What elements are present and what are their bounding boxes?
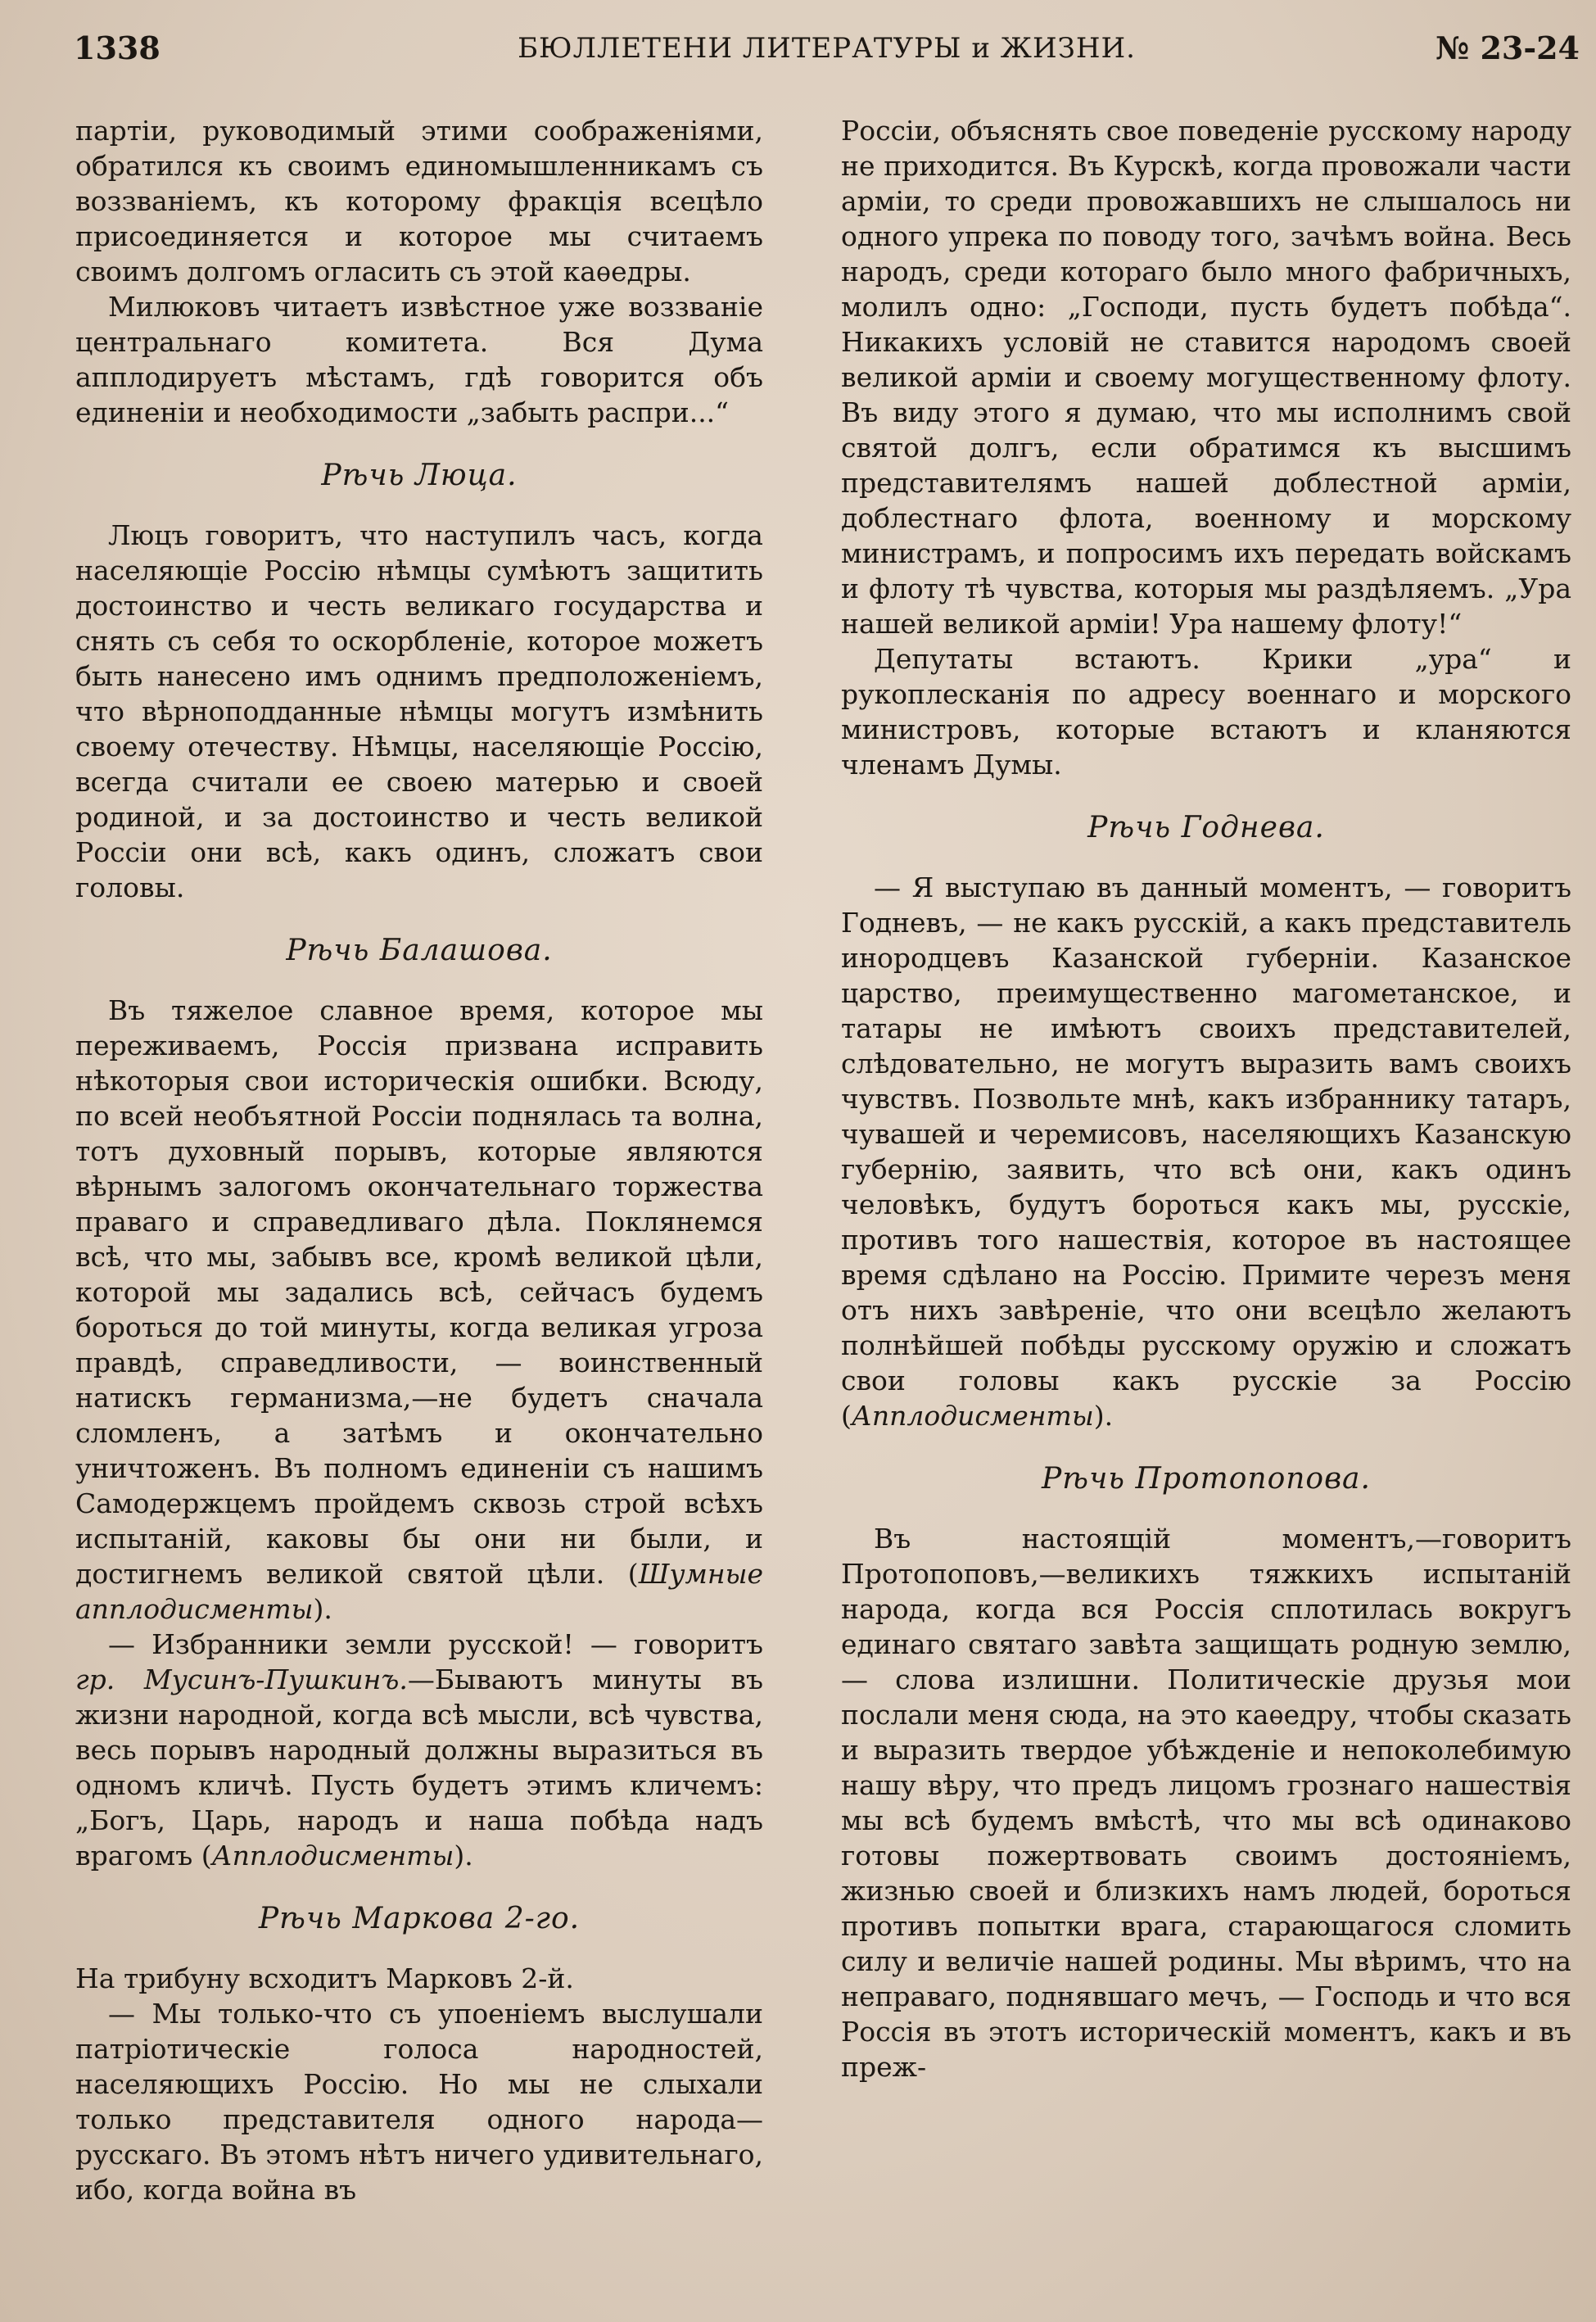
paragraph-text: — Я выступаю въ данный моментъ, — говоритъ Годневъ, — не какъ русскій, а какъ представитель инородцевъ Казанской губерніи. Казанское царство, преимущественно магометанское, и татары не имѣютъ своихъ представителей, слѣдовательно, не могутъ выразить вамъ своихъ чувствъ. Позвольте мнѣ, какъ избраннику татаръ, чувашей и черемисовъ, населяющихъ Казанскую губернію, заявить, что всѣ они, какъ одинъ человѣкъ, будутъ бороться какъ мы, русскіе, противъ того нашествія, которое въ настоящее время сдѣлано на Россію. Примите черезъ меня отъ нихъ завѣреніе, что они всецѣло желаютъ полнѣйшей побѣды русскому оружію и сложатъ свои головы какъ русскіе за Россію ( (841, 871, 1571, 1432)
page-number: 1338 (74, 29, 161, 66)
paragraph: — Мы только-что съ упоеніемъ выслушали патріотическіе голоса народностей, населяющихъ Россію. Но мы не слыхали только представителя одного народа—русскаго. Въ этомъ нѣтъ ничего удивительнаго, ибо, когда война въ (75, 1998, 763, 2206)
paragraph (75, 993, 763, 1627)
paragraph-end: ). (454, 1840, 473, 1872)
paragraph-end: ). (313, 1593, 332, 1625)
paragraph (75, 1627, 763, 1873)
section-heading-godnev: Рѣчь Годнева. (1087, 811, 1325, 844)
section-heading-markov: Рѣчь Маркова 2-го. (258, 1902, 581, 1935)
paragraph: На трибуну всходитъ Марковъ 2-й. (75, 1962, 574, 1994)
paragraph: партіи, руководимый этими соображеніями, обратился къ своимъ единомышленникамъ съ воззваніемъ, къ которому фракція всецѣло присоединяется и которое мы считаемъ своимъ долгомъ огласить съ этой каѳедры. (75, 115, 763, 287)
paragraph: Депутаты встаютъ. Крики „ура“ и рукоплесканія по адресу военнаго и морского министровъ, которые встаютъ и кланяются членамъ Думы. (841, 643, 1571, 781)
paragraph-text: —Бываютъ минуты въ жизни народной, когда всѣ мысли, всѣ чувства, весь порывъ народный должны выразиться въ одномъ кличѣ. Пусть будетъ этимъ кличемъ: „Богъ, Царь, народъ и наша побѣда надъ врагомъ ( (75, 1663, 763, 1872)
running-title: БЮЛЛЕТЕНИ ЛИТЕРАТУРЫ и ЖИЗНИ. (518, 32, 1136, 65)
paragraph: Милюковъ читаетъ извѣстное уже воззваніе центральнаго комитета. Вся Дума апплодируетъ мѣстамъ, гдѣ говорится объ единеніи и необходимости „забыть распри...“ (75, 291, 763, 428)
paragraph: Россіи, объяснять свое поведеніе русскому народу не приходится. Въ Курскѣ, когда провожали части арміи, то среди провожавшихъ не слышалось ни одного упрека по поводу того, зачѣмъ война. Весь народъ, среди котораго было много фабричныхъ, молилъ одно: „Господи, пусть будетъ побѣда“. Никакихъ условій не ставится народомъ своей великой арміи и своему могущественному флоту. Въ виду этого я думаю, что мы исполнимъ свой святой долгъ, если обратимся къ высшимъ представителямъ нашей доблестной арміи, доблестнаго флота, военному и морскому министрамъ, и попросимъ ихъ передать войскамъ и флоту тѣ чувства, которыя мы раздѣляемъ. „Ура нашей великой арміи! Ура нашему флоту!“ (841, 115, 1571, 640)
page-header (74, 28, 1580, 69)
applause-remark: Шумные апплодисменты (75, 1558, 763, 1625)
right-column (841, 113, 1571, 2084)
paragraph: Въ настоящій моментъ,—говоритъ Протопоповъ,—великихъ тяжкихъ испытаній народа, когда вся Россія сплотилась вокругъ единаго святаго завѣта защищать родную землю,— слова излишни. Политическіе друзья мои послали меня сюда, на это каѳедру, чтобы сказать и выразить твердое убѣжденіе и непоколебимую нашу вѣру, что предъ лицомъ грознаго нашествія мы всѣ будемъ вмѣстѣ, что мы всѣ одинаково готовы пожертвовать своимъ достояніемъ, жизнью своей и близкихъ намъ людей, бороться противъ попытки врага, старающагося сломить силу и величіе нашей родины. Мы вѣримъ, что на неправаго, поднявшаго мечъ, — Господь и что вся Россія въ этотъ историческій моментъ, какъ и въ преж- (841, 1523, 1571, 2083)
speaker-name: гр. Мусинъ-Пушкинъ. (75, 1663, 408, 1695)
paragraph (841, 870, 1571, 1433)
paragraph-text: Въ тяжелое славное время, которое мы переживаемъ, Россія призвана исправить нѣкоторыя свои историческія ошибки. Всюду, по всей необъятной Россіи поднялась та волна, тотъ духовный порывъ, которые являются вѣрнымъ залогомъ окончательнаго торжества праваго и справедливаго дѣла. Поклянемся всѣ, что мы, забывъ все, кромѣ великой цѣли, которой мы задались всѣ, сейчасъ будемъ бороться до той минуты, когда великая угроза правдѣ, справедливости, — воинственный натискъ германизма,—не будетъ сначала сломленъ, а затѣмъ и окончательно уничтоженъ. Въ полномъ единеніи съ нашимъ Самодержцемъ пройдемъ сквозь строй всѣхъ испытаній, каковы бы они ни были, и достигнемъ великой святой цѣли. ( (75, 994, 763, 1590)
paragraph: Люцъ говоритъ, что наступилъ часъ, когда населяющіе Россію нѣмцы сумѣютъ защитить достоинство и честь великаго государства и снять съ себя то оскорбленіе, которое можетъ быть нанесено имъ однимъ предположеніемъ, что вѣрноподданные нѣмцы могутъ измѣнить своему отечеству. Нѣмцы, населяющіе Россію, всегда считали ее своею матерью и своей родиной, и за достоинство и честь великой Россіи они всѣ, какъ одинъ, сложатъ свои головы. (75, 519, 763, 903)
section-heading-protopopov: Рѣчь Протопопова. (1042, 1462, 1371, 1496)
applause-remark: Апплодисменты (211, 1840, 454, 1872)
section-heading-balashov: Рѣчь Балашова. (286, 934, 553, 967)
issue-number: № 23-24 (1435, 29, 1580, 66)
section-heading-lyuts: Рѣчь Люца. (321, 459, 518, 492)
paragraph-end: ). (1093, 1400, 1114, 1432)
applause-remark: Апплодисменты (851, 1400, 1094, 1432)
paragraph-text: — Избранники земли русской! — говоритъ (108, 1628, 763, 1660)
left-column (75, 113, 763, 2207)
